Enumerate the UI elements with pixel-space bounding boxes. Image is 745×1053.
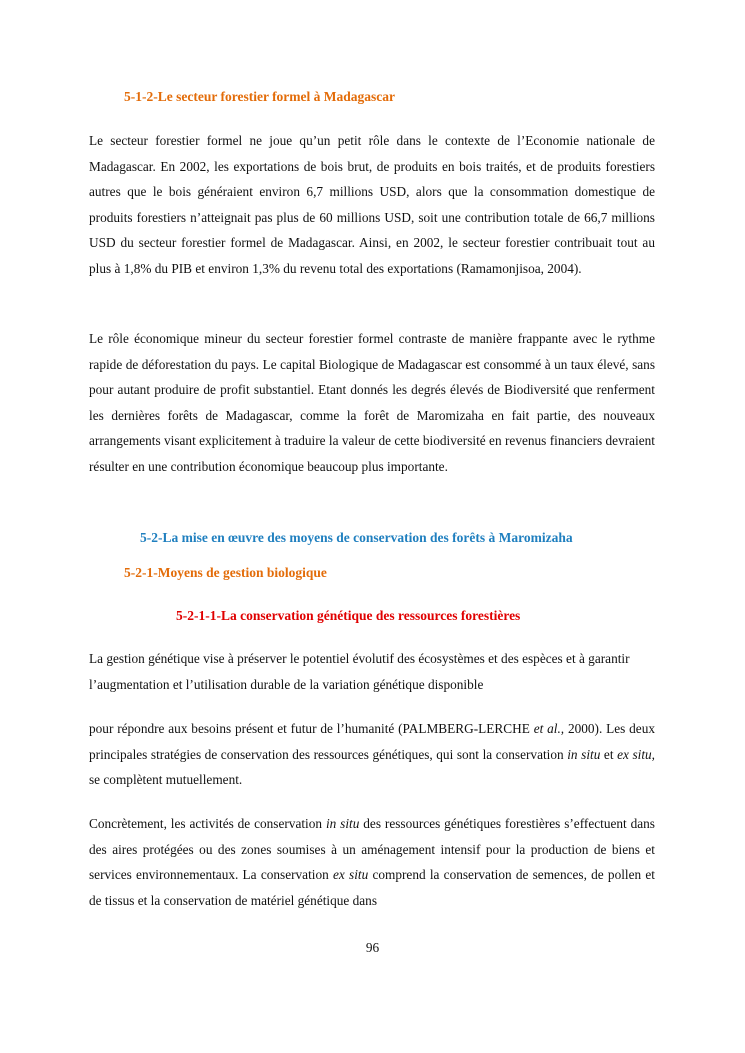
heading-5-2-1: 5-2-1-Moyens de gestion biologique bbox=[124, 565, 327, 580]
italic-ex-situ: ex situ bbox=[332, 867, 369, 883]
italic-ex-situ: ex situ, bbox=[617, 746, 655, 762]
italic-in-situ: in situ bbox=[567, 746, 601, 762]
italic-in-situ: in situ bbox=[325, 816, 360, 831]
text-segment: pour répondre aux besoins présent et futur de l’humanité (PALMBERG-LERCHE bbox=[89, 721, 534, 736]
paragraph-genetic-management: La gestion génétique vise à préserver le potentiel évolutif des écosystèmes et des espèces et à garantir l’augmentation et l’utilisation durable de la variation génétique disponible bbox=[89, 651, 630, 692]
page-number: 96 bbox=[365, 940, 380, 955]
italic-et-al: et al., bbox=[533, 721, 565, 736]
heading-5-1-2: 5-1-2-Le secteur forestier formel à Madagascar bbox=[124, 89, 396, 104]
text-segment: des ressources génétiques forestières s’effectuent dans des aires protégées ou des zones soumises à un aménagement intensif pour la production de biens et services environnementaux. La conservation bbox=[89, 816, 655, 883]
text-segment: Concrètement, les activités de conservation bbox=[89, 816, 326, 831]
text-segment: et bbox=[600, 746, 618, 762]
heading-5-2-1-1: 5-2-1-1-La conservation génétique des ressources forestières bbox=[176, 608, 521, 623]
text-segment: se complètent mutuellement. bbox=[89, 772, 243, 788]
heading-5-2: 5-2-La mise en œuvre des moyens de conservation des forêts à Maromizaha bbox=[140, 530, 573, 545]
paragraph-conservation-strategies bbox=[89, 716, 655, 793]
paragraph-formal-forest-sector: Le secteur forestier formel ne joue qu’un petit rôle dans le contexte de l’Economie nationale de Madagascar. En 2002, les exportations de bois brut, de produits en bois traités, et de produits forestiers autres que le bois généraient environ 6,7 millions USD, alors que la consommation domestique de produits forestiers n’atteignait pas plus de 60 millions USD, soit une contribution totale de 66,7 millions USD du secteur forestier formel de Madagascar. Ainsi, en 2002, le secteur forestier contribuait tout au plus à 1,8% du PIB et environ 1,3% du revenu total des exportations (Ramamonjisoa, 2004). bbox=[89, 133, 655, 276]
text-segment: comprend la conservation de semences, de pollen et de tissus et la conservation de matériel génétique dans bbox=[89, 867, 655, 908]
paragraph-in-situ-activities bbox=[89, 811, 655, 913]
text-segment: 2000). Les deux principales stratégies de conservation des ressources génétiques, qui sont la conservation bbox=[89, 721, 655, 762]
paragraph-economic-role: Le rôle économique mineur du secteur forestier formel contraste de manière frappante avec le rythme rapide de déforestation du pays. Le capital Biologique de Madagascar est consommé à un taux élevé, sans pour autant produire de profit substantiel. Etant donnés les degrés élevés de Biodiversité que renferment les dernières forêts de Madagascar, comme la forêt de Maromizaha en fait partie, des nouveaux arrangements visant explicitement à traduire la valeur de cette biodiversité en revenus financiers devraient résulter en une contribution économique beaucoup plus importante. bbox=[89, 331, 655, 474]
